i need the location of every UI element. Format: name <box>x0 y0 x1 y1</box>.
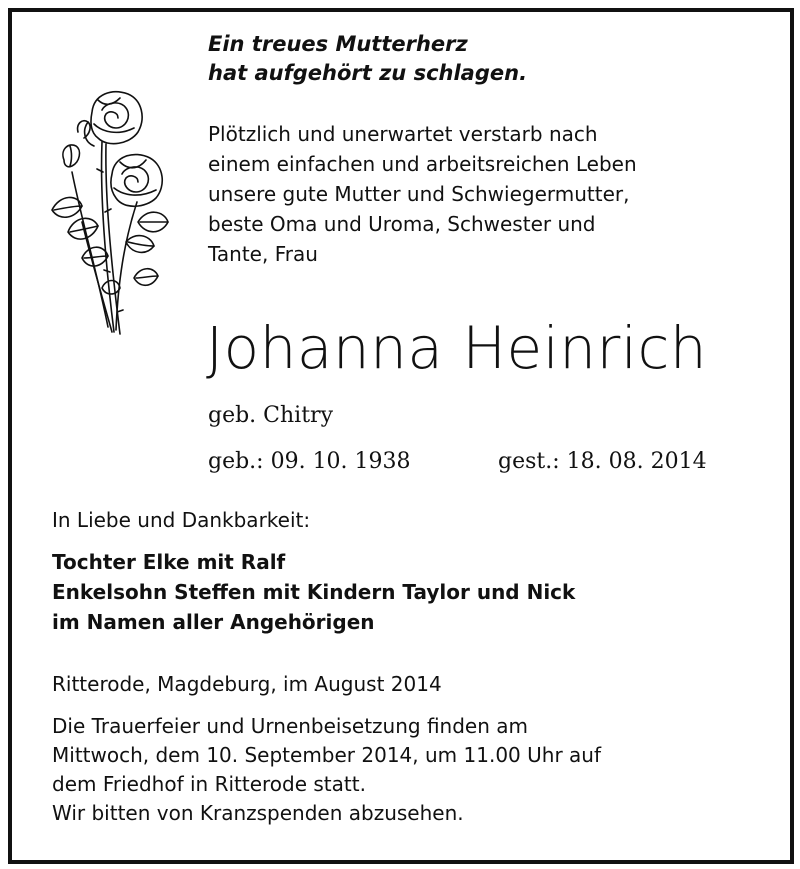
place-date: Ritterode, Magdeburg, im August 2014 <box>52 672 442 696</box>
birth-date: geb.: 09. 10. 1938 <box>208 449 411 474</box>
service-line-1: Die Trauerfeier und Urnenbeisetzung finden am <box>52 714 529 738</box>
motto-line-2: hat aufgehört zu schlagen. <box>208 61 528 85</box>
maiden-name: geb. Chitry <box>208 403 333 428</box>
wreath-request: Wir bitten von Kranzspenden abzusehen. <box>52 801 464 825</box>
intro-line-5: Tante, Frau <box>208 242 318 266</box>
mourner-line-3: im Namen aller Angehörigen <box>52 610 375 634</box>
death-date: gest.: 18. 08. 2014 <box>498 449 707 474</box>
service-line-3: dem Friedhof in Ritterode statt. <box>52 772 366 796</box>
intro-line-1: Plötzlich und unerwartet verstarb nach <box>208 122 598 146</box>
mourner-line-2: Enkelsohn Steffen mit Kindern Taylor und Nick <box>52 580 576 604</box>
mourners-intro: In Liebe und Dankbarkeit: <box>52 508 311 532</box>
intro-line-3: unsere gute Mutter und Schwiegermutter, <box>208 182 630 206</box>
intro-line-2: einem einfachen und arbeitsreichen Leben <box>208 152 637 176</box>
roses-illustration-icon <box>42 82 172 350</box>
service-line-2: Mittwoch, dem 10. September 2014, um 11.00 Uhr auf <box>52 743 601 767</box>
motto-line-1: Ein treues Mutterherz <box>208 32 468 56</box>
intro-line-4: beste Oma und Uroma, Schwester und <box>208 212 596 236</box>
deceased-name: Johanna Heinrich <box>206 314 708 382</box>
mourner-line-1: Tochter Elke mit Ralf <box>52 550 286 574</box>
